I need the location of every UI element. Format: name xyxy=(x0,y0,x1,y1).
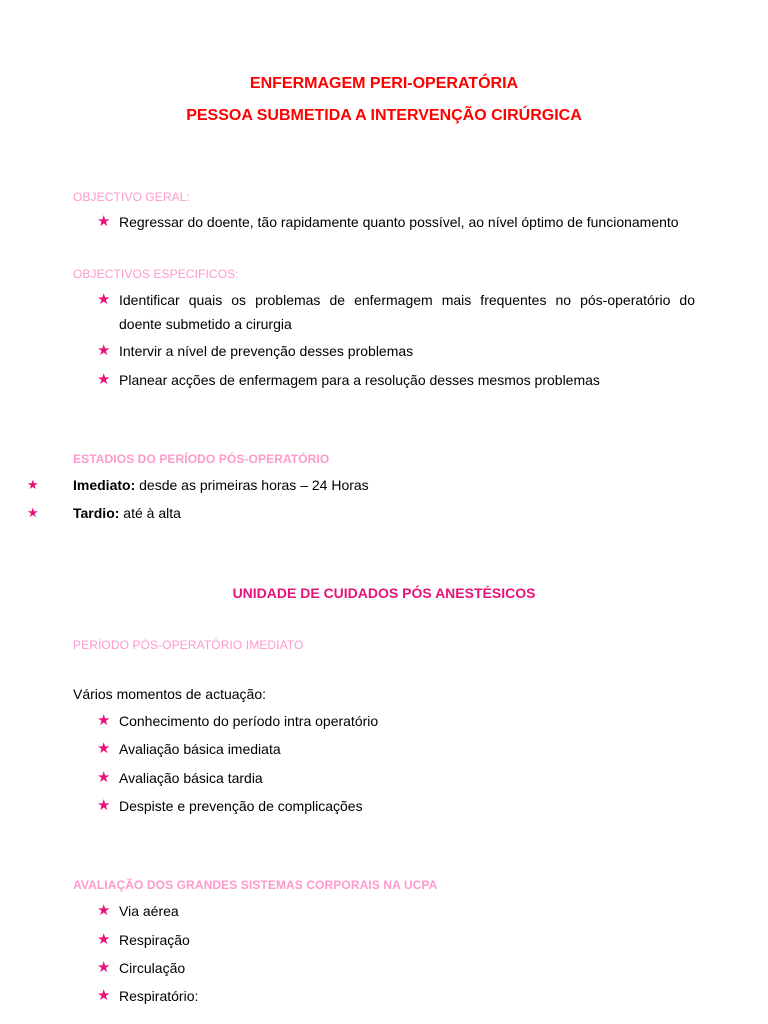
estadio-tardio xyxy=(73,505,181,521)
star-icon: ★ xyxy=(27,505,39,520)
list-item: Respiração xyxy=(119,932,190,948)
star-icon: ★ xyxy=(97,342,111,359)
star-icon: ★ xyxy=(97,712,111,729)
objectivo-geral-heading: OBJECTIVO GERAL: xyxy=(73,190,190,204)
document-title-line1: ENFERMAGEM PERI-OPERATÓRIA xyxy=(249,75,519,92)
avaliacao-heading: AVALIAÇÃO DOS GRANDES SISTEMAS CORPORAIS NA UCPA xyxy=(73,878,438,892)
objectivos-especificos-item-1-line-2: doente submetido a cirurgia xyxy=(119,316,292,332)
estadio-tardio-text: até à alta xyxy=(119,505,181,521)
star-icon: ★ xyxy=(97,371,111,388)
periodo-imediato-heading: PERÍODO PÓS-OPERATÓRIO IMEDIATO xyxy=(73,638,304,652)
estadios-heading: ESTADIOS DO PERÍODO PÓS-OPERATÓRIO xyxy=(73,452,330,466)
list-item: Via aérea xyxy=(119,903,179,919)
list-item: Conhecimento do período intra operatório xyxy=(119,713,379,729)
estadio-imediato-label: Imediato: xyxy=(73,477,136,493)
estadio-tardio-label: Tardio: xyxy=(73,505,120,521)
objectivos-especificos-item-2: Intervir a nível de prevenção desses problemas xyxy=(119,343,414,359)
star-icon: ★ xyxy=(97,902,111,919)
star-icon: ★ xyxy=(97,213,111,230)
objectivos-especificos-item-3: Planear acções de enfermagem para a resolução desses mesmos problemas xyxy=(119,372,600,388)
list-item: Circulação xyxy=(119,960,186,976)
star-icon: ★ xyxy=(97,740,111,757)
star-icon: ★ xyxy=(97,797,111,814)
list-item: Despiste e prevenção de complicações xyxy=(119,798,363,814)
list-item: Avaliação básica tardia xyxy=(119,770,263,786)
ucpa-section-title: UNIDADE DE CUIDADOS PÓS ANESTÉSICOS xyxy=(232,585,536,601)
star-icon: ★ xyxy=(27,477,39,492)
star-icon: ★ xyxy=(97,987,111,1004)
objectivos-especificos-heading: OBJECTIVOS ESPECIFICOS: xyxy=(73,267,239,281)
star-icon: ★ xyxy=(97,291,111,308)
star-icon: ★ xyxy=(97,769,111,786)
star-icon: ★ xyxy=(97,931,111,948)
list-item: Respiratório: xyxy=(119,988,199,1004)
varios-momentos-intro: Vários momentos de actuação: xyxy=(73,686,266,702)
estadio-imediato-text: desde as primeiras horas – 24 Horas xyxy=(135,477,369,493)
objectivo-geral-item: Regressar do doente, tão rapidamente quanto possível, ao nível óptimo de funcionamento xyxy=(119,214,679,230)
list-item: Avaliação básica imediata xyxy=(119,741,281,757)
estadio-imediato xyxy=(73,477,369,493)
document-title-line2: PESSOA SUBMETIDA A INTERVENÇÃO CIRÚRGICA xyxy=(186,107,582,124)
objectivos-especificos-item-1-line-1: Identificar quais os problemas de enfermagem mais frequentes no pós-operatório do xyxy=(119,292,695,308)
star-icon: ★ xyxy=(97,959,111,976)
